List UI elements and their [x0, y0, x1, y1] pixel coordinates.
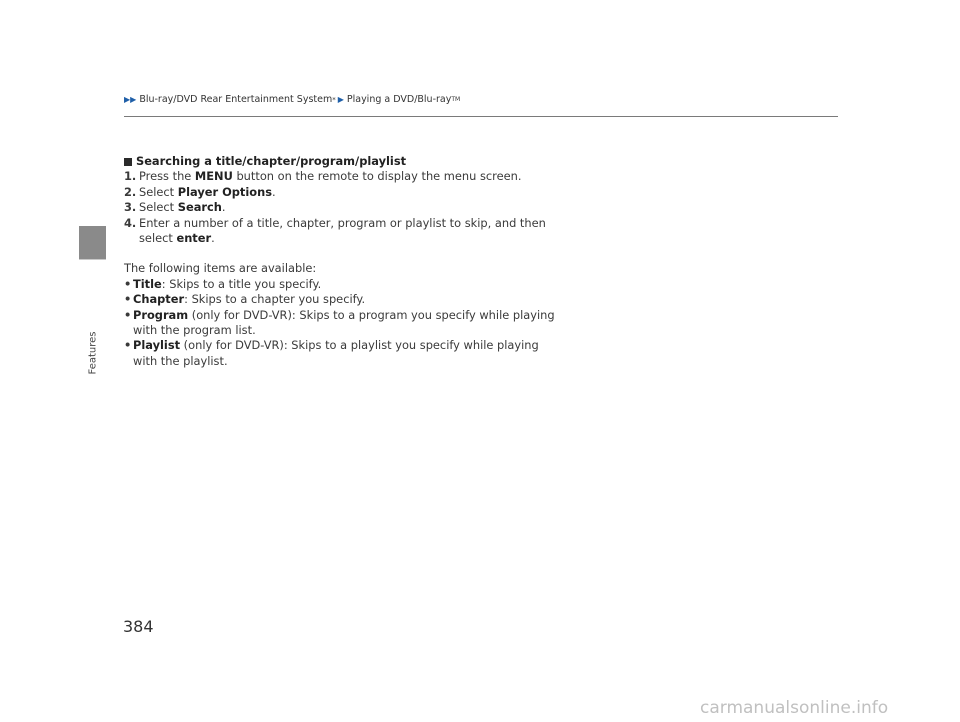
step-item: 1. Press the MENU button on the remote to display the menu screen.: [124, 169, 522, 184]
breadcrumb-page[interactable]: Playing a DVD/Blu-ray: [346, 94, 452, 105]
side-tab-label: Features: [87, 331, 99, 375]
bullet-icon: •: [124, 292, 132, 307]
header-rule: [124, 116, 838, 117]
page-content: [124, 154, 564, 369]
breadcrumb-arrow-icon: ▶: [337, 95, 344, 104]
list-item: • Program (only for DVD-VR): Skips to a program you specify while playing with the program list.: [124, 307, 555, 338]
list-item: • Chapter: Skips to a chapter you specify.: [124, 292, 366, 307]
breadcrumb-arrow-icon: ▶: [124, 95, 131, 104]
bullet-icon: •: [124, 338, 132, 353]
section-heading: Searching a title/chapter/program/playlist: [124, 154, 564, 169]
side-tab: [79, 226, 106, 259]
side-tab-divider: [79, 259, 106, 260]
breadcrumb: ▶ ▶ Blu-ray/DVD Rear Entertainment System * ▶ Playing a DVD/Blu-ray TM: [124, 94, 461, 105]
square-bullet-icon: [124, 158, 132, 166]
page-number: 384: [123, 617, 154, 636]
watermark: carmanualsonline.info: [700, 698, 889, 718]
step-item: 2. Select Player Options.: [124, 184, 276, 199]
breadcrumb-section[interactable]: Blu-ray/DVD Rear Entertainment System: [139, 94, 333, 105]
bullet-icon: •: [124, 276, 132, 291]
bullet-icon: •: [124, 307, 132, 322]
breadcrumb-arrow-icon: ▶: [130, 95, 137, 104]
intro-text: The following items are available:: [124, 261, 317, 276]
step-item: 3. Select Search.: [124, 200, 226, 215]
list-item: • Title: Skips to a title you specify.: [124, 276, 322, 291]
list-item: • Playlist (only for DVD-VR): Skips to a playlist you specify while playing with the playlist.: [124, 338, 539, 368]
step-item: 4. Enter a number of a title, chapter, program or playlist to skip, and then select enter.: [124, 215, 546, 246]
